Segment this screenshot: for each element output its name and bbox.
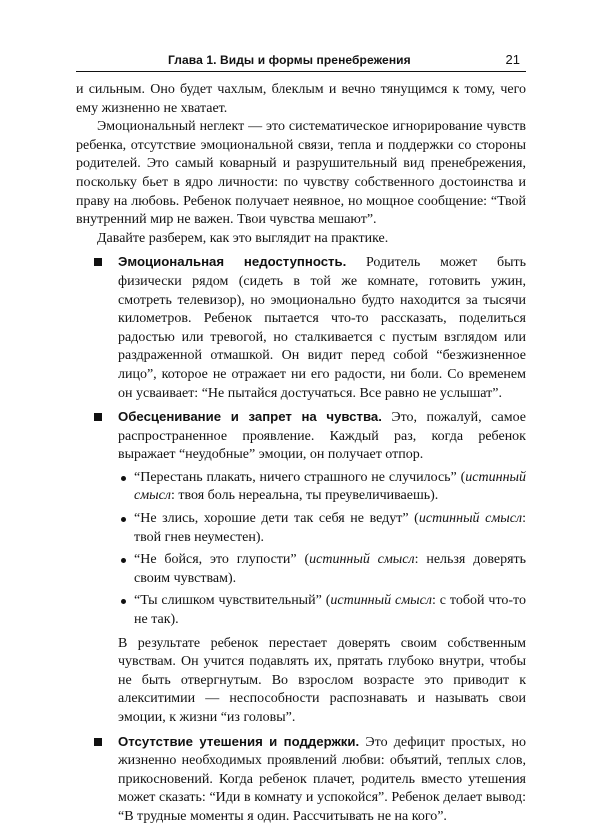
chapter-title: Глава 1. Виды и формы пренебрежения bbox=[168, 53, 411, 67]
square-bullet-icon bbox=[94, 413, 102, 421]
paragraph-continuation: и сильным. Оно будет чахлым, блеклым и вечно тянущимся к тому, чего ему жизненно не хватает. bbox=[76, 82, 526, 116]
list-item bbox=[76, 253, 526, 403]
paragraph-definition: Эмоциональный неглект — это систематическое игнорирование чувств ребенка, отсутствие эмоциональной связи, тепла и поддержки со стороны родителей. Это самый коварный и разрушительный вид пренебрежения, поскольку бьет в ядро личности: по чувству собственного достоинства и праву на любовь. Ребенок получает неявное, но мощное сообщение: “Твой внутренний мир не важен. Твои чувства мешают”. bbox=[76, 119, 526, 228]
item-term: Обесценивание и запрет на чувства. bbox=[118, 409, 382, 425]
square-bullet-icon bbox=[94, 738, 102, 746]
neglect-forms-list bbox=[76, 253, 526, 826]
page-body bbox=[76, 81, 526, 832]
item-text: Родитель может быть физически рядом (сидеть в той же комнате, готовить ужин, смотреть телевизор), но эмоционально будто находится за тысячи километров. Ребенок пытается что-то рассказать, поделиться радостью или тревогой, но сталкивается с пустым взглядом или раздраженной отмашкой. Он видит перед собой “безжизненное лицо”, которое не отражает ни его радости, ни боли. Со временем он усваивает: “Не пытайся достучаться. Все равно не услышат”. bbox=[118, 255, 526, 401]
item-text: Это дефицит простых, но жизненно необходимых проявлений любви: объятий, теплых слов, прикосновений. Когда ребенок плачет, родитель вместо утешения может сказать: “Иди в комнату и успокойся”. Ребенок делает вывод: “В трудные моменты я один. Рассчитывать не на кого”. bbox=[118, 734, 527, 824]
paragraph-intro: Давайте разберем, как это выглядит на практике. bbox=[97, 230, 389, 246]
list-item: “Не злись, хорошие дети так себя не ведут” (истинный смысл: твой гнев неуместен). bbox=[118, 510, 526, 547]
list-item: “Не бойся, это глупости” (истинный смысл: нельзя доверять своим чувствам). bbox=[118, 551, 526, 588]
item-term: Отсутствие утешения и поддержки. bbox=[118, 733, 360, 749]
round-bullet-icon bbox=[121, 599, 126, 604]
item-text: Это, пожалуй, самое распространенное проявление. Каждый раз, когда ребенок выражает “неудобные” эмоции, он получает отпор. bbox=[118, 410, 526, 463]
square-bullet-icon bbox=[94, 258, 102, 266]
list-item: “Перестань плакать, ничего страшного не случилось” (истинный смысл: твоя боль нереальна, ты преувеличиваешь). bbox=[118, 469, 526, 506]
page-number: 21 bbox=[505, 52, 520, 67]
list-item: “Ты слишком чувствительный” (истинный смысл: с тобой что-то не так). bbox=[118, 592, 526, 629]
header-rule bbox=[76, 71, 526, 72]
item-term: Эмоциональная недоступность. bbox=[118, 254, 347, 270]
round-bullet-icon bbox=[121, 476, 126, 481]
running-header bbox=[76, 50, 526, 72]
list-item bbox=[76, 733, 526, 827]
item-consequence: В результате ребенок перестает доверять своим собственным чувствам. Он учится подавлять их, прятать глубоко внутри, чтобы не быть отвергнутым. Во взрослом возрасте это приводит к алекситимии — неспособности распознавать и называть свои эмоции, к жизни “из головы”. bbox=[118, 635, 526, 725]
round-bullet-icon bbox=[121, 517, 126, 522]
round-bullet-icon bbox=[121, 558, 126, 563]
examples-list bbox=[118, 469, 526, 630]
list-item bbox=[76, 408, 526, 728]
